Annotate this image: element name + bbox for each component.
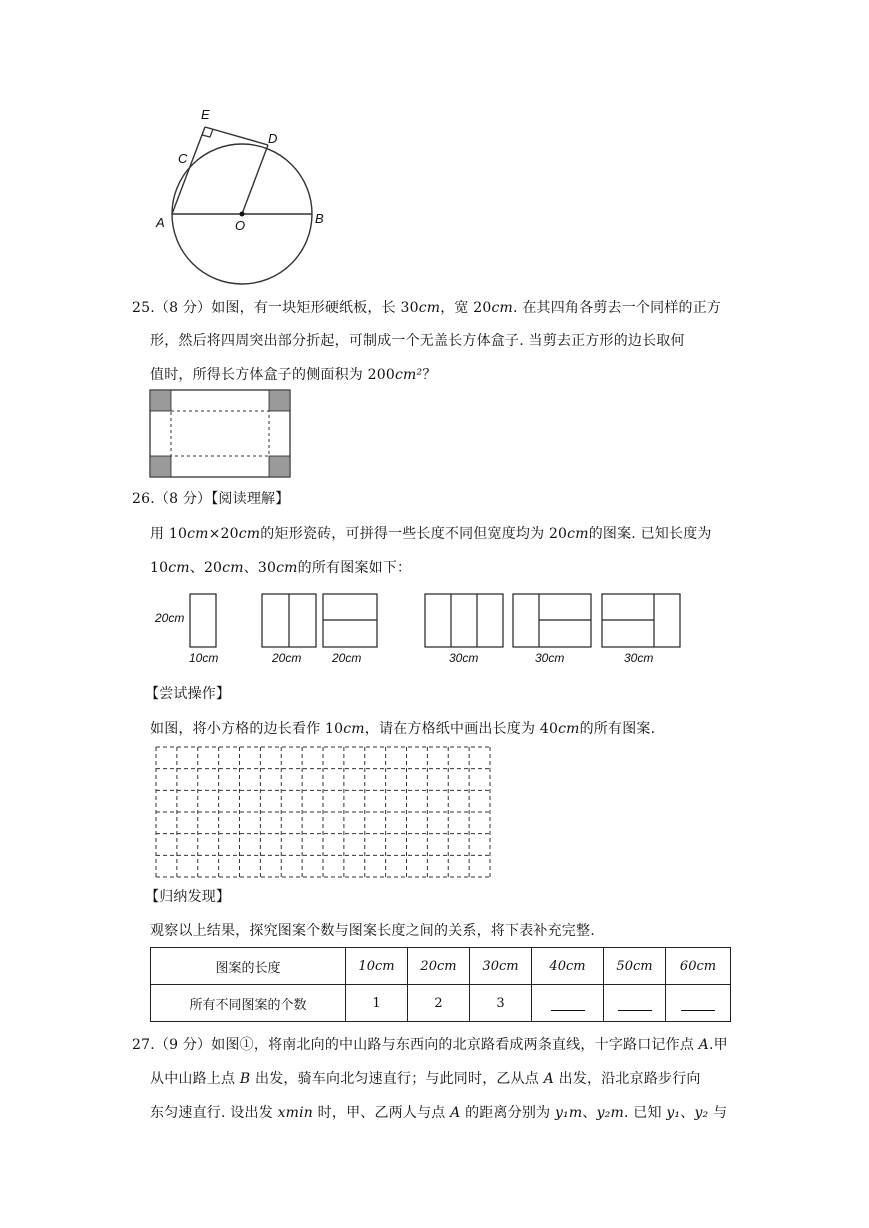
answer-blank-60[interactable]	[666, 985, 731, 1022]
tile-label-height-20: 20cm	[155, 611, 185, 625]
label-d: D	[268, 131, 278, 146]
blank-line[interactable]	[551, 996, 585, 1011]
q26-p1: 用 10cm×20cm的矩形瓷砖，可拼得一些长度不同但宽度均为 20cm的图案. 已知长度为	[150, 526, 712, 542]
table-cell: 3	[470, 985, 532, 1022]
q27-line-2: 从中山路上点 B 出发，骑车向北匀速直行；与此同时，乙从点 A 出发，沿北京路步行向	[150, 1071, 701, 1087]
label-a: A	[156, 215, 165, 230]
blank-line[interactable]	[681, 996, 715, 1011]
try-text: 如图，将小方格的边长看作 10cm，请在方格纸中画出长度为 40cm的所有图案.	[150, 721, 656, 737]
tile-label-10: 10cm	[189, 651, 219, 665]
tile-label-20a: 20cm	[272, 651, 302, 665]
tile-label-30a: 30cm	[449, 651, 479, 665]
answer-blank-40[interactable]	[532, 985, 604, 1022]
label-e: E	[201, 107, 210, 122]
circle-figure	[150, 100, 340, 290]
induce-header: 【归纳发现】	[145, 889, 231, 905]
q27-line-3: 东匀速直行. 设出发 xmin 时，甲、乙两人与点 A 的距离分别为 y₁m、y₂m. 已知 y₁、y₂ 与	[150, 1105, 728, 1121]
table-cell: 20cm	[408, 948, 470, 985]
induce-text: 观察以上结果，探究图案个数与图案长度之间的关系，将下表补充完整.	[150, 923, 595, 939]
try-header: 【尝试操作】	[145, 686, 231, 702]
answer-blank-50[interactable]	[604, 985, 666, 1022]
table-cell: 2	[408, 985, 470, 1022]
table-cell: 10cm	[346, 948, 408, 985]
q26-header: 26.（8 分）【阅读理解】	[132, 491, 290, 507]
label-c: C	[178, 151, 188, 166]
table-row	[151, 985, 731, 1022]
label-o: O	[235, 218, 246, 233]
table-cell: 50cm	[604, 948, 666, 985]
table-row	[151, 948, 731, 985]
q26-p2: 10cm、20cm、30cm的所有图案如下：	[150, 560, 412, 576]
pattern-count-table	[150, 947, 731, 1022]
q25-line-2: 形，然后将四周突出部分折起，可制成一个无盖长方体盒子. 当剪去正方形的边长取何	[150, 333, 685, 349]
table-cell: 30cm	[470, 948, 532, 985]
blank-line[interactable]	[618, 996, 652, 1011]
table-cell: 1	[346, 985, 408, 1022]
dashed-grid-paper[interactable]	[155, 746, 491, 878]
table-row-label: 图案的长度	[151, 948, 346, 985]
cardboard-figure	[149, 389, 292, 479]
tile-patterns	[185, 592, 685, 650]
table-row-label: 所有不同图案的个数	[151, 985, 346, 1022]
q25-line-3: 值时，所得长方体盒子的侧面积为 200cm²？	[150, 367, 437, 383]
tile-label-30b: 30cm	[535, 651, 565, 665]
q25-line-1: 25.（8 分）如图，有一块矩形硬纸板，长 30cm，宽 20cm. 在其四角各剪去一个同样的正方	[132, 300, 722, 316]
label-b: B	[315, 211, 324, 226]
tile-label-30c: 30cm	[624, 651, 654, 665]
table-cell: 40cm	[532, 948, 604, 985]
q27-line-1: 27.（9 分）如图①，将南北向的中山路与东西向的北京路看成两条直线，十字路口记作点 A.甲	[132, 1037, 728, 1053]
tile-label-20b: 20cm	[332, 651, 362, 665]
table-cell: 60cm	[666, 948, 731, 985]
